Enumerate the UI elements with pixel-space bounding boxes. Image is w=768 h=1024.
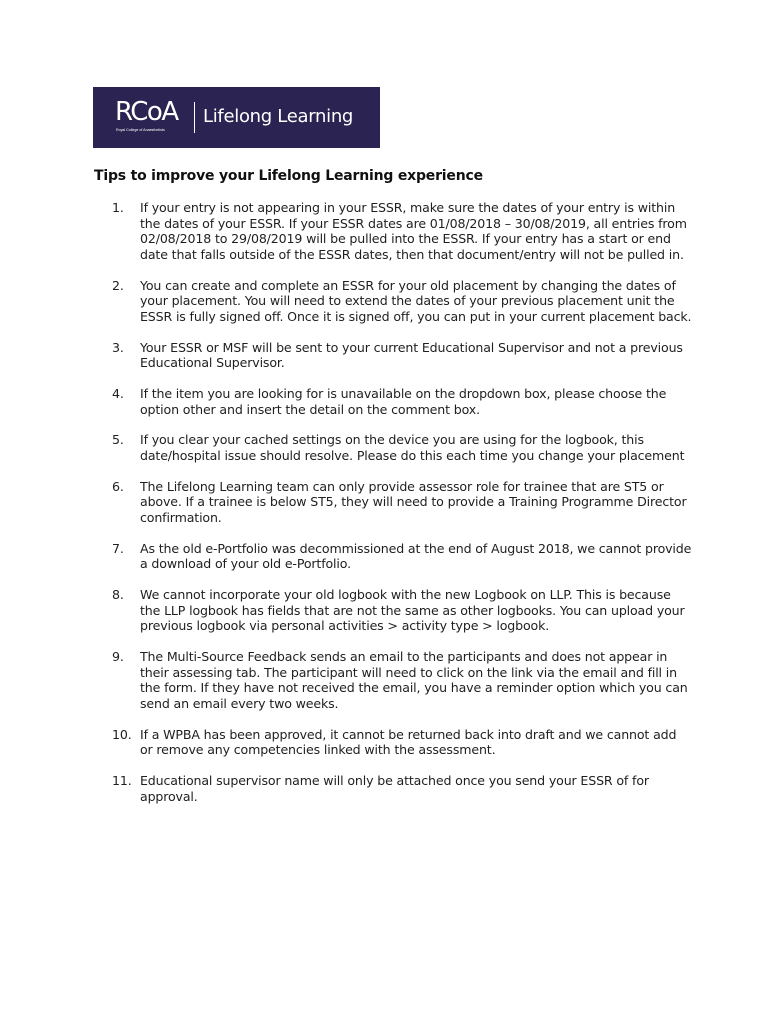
tip-item (112, 386, 692, 417)
tip-number: 6. (112, 478, 124, 494)
tip-text: If you clear your cached settings on the device you are using for the logbook, this date/hospital issue should resolve. Please do this each time you change your placement (140, 432, 685, 463)
tip-number: 8. (112, 587, 124, 602)
tip-item (112, 432, 692, 463)
tip-item (112, 587, 692, 634)
tip-number: 7. (112, 540, 124, 556)
tip-number: 4. (112, 385, 124, 401)
tip-text: The Multi-Source Feedback sends an email to the participants and does not appear in their assessing tab. The participant will need to click on the link via the email and fill in the form. If they have not received the email, you have a reminder option which you can send an email every two weeks. (140, 648, 688, 711)
tip-item (112, 541, 692, 572)
tip-number: 10. (112, 726, 132, 742)
header-banner (93, 87, 380, 148)
logo-subtitle: Royal College of Anaesthetists (116, 128, 165, 132)
tip-number: 9. (112, 648, 124, 664)
tip-item (112, 340, 692, 371)
tip-text: We cannot incorporate your old logbook with the new Logbook on LLP. This is because the LLP logbook has fields that are not the same as other logbooks. You can upload your previous logbook via personal activities > activity type > logbook. (140, 587, 685, 634)
tip-item (112, 200, 692, 262)
tip-text: The Lifelong Learning team can only provide assessor role for trainee that are ST5 or above. If a trainee is below ST5, they will need to provide a Training Programme Director confirmation. (140, 478, 687, 525)
document-title: Tips to improve your Lifelong Learning experience (94, 168, 483, 184)
tip-number: 11. (112, 772, 132, 788)
tip-number: 5. (112, 432, 124, 448)
tip-item (112, 727, 692, 758)
product-name: Lifelong Learning (203, 106, 354, 127)
tip-text: If a WPBA has been approved, it cannot be returned back into draft and we cannot add or remove any competencies linked with the assessment. (140, 726, 677, 758)
tip-item (112, 773, 692, 804)
tip-number: 1. (112, 200, 124, 215)
logo-mark: RCoA (115, 97, 178, 127)
tips-list (112, 200, 692, 819)
tip-item (112, 649, 692, 711)
tip-text: Educational supervisor name will only be attached once you send your ESSR of for approval. (140, 772, 649, 804)
tip-text: If your entry is not appearing in your ESSR, make sure the dates of your entry is within the dates of your ESSR. If your ESSR dates are 01/08/2018 – 30/08/2019, all entries from 02/08/2018 to 29/08/2019 will be pulled into the ESSR. If your entry has a start or end date that falls outside of the ESSR dates, then that document/entry will not be pulled in. (140, 200, 687, 262)
tip-text: If the item you are looking for is unavailable on the dropdown box, please choose the option other and insert the detail on the comment box. (140, 385, 667, 417)
tip-text: As the old e-Portfolio was decommissioned at the end of August 2018, we cannot provide a download of your old e-Portfolio. (140, 540, 692, 572)
banner-divider (194, 102, 195, 133)
tip-text: Your ESSR or MSF will be sent to your current Educational Supervisor and not a previous Educational Supervisor. (140, 339, 683, 371)
tip-number: 2. (112, 277, 124, 293)
tip-text: You can create and complete an ESSR for your old placement by changing the dates of your placement. You will need to extend the dates of your previous placement unit the ESSR is fully signed off. Once it is signed off, you can put in your current placement back. (140, 277, 692, 324)
tip-item (112, 278, 692, 325)
tip-item (112, 479, 692, 526)
rcoa-logo (115, 99, 187, 139)
tip-number: 3. (112, 339, 124, 355)
